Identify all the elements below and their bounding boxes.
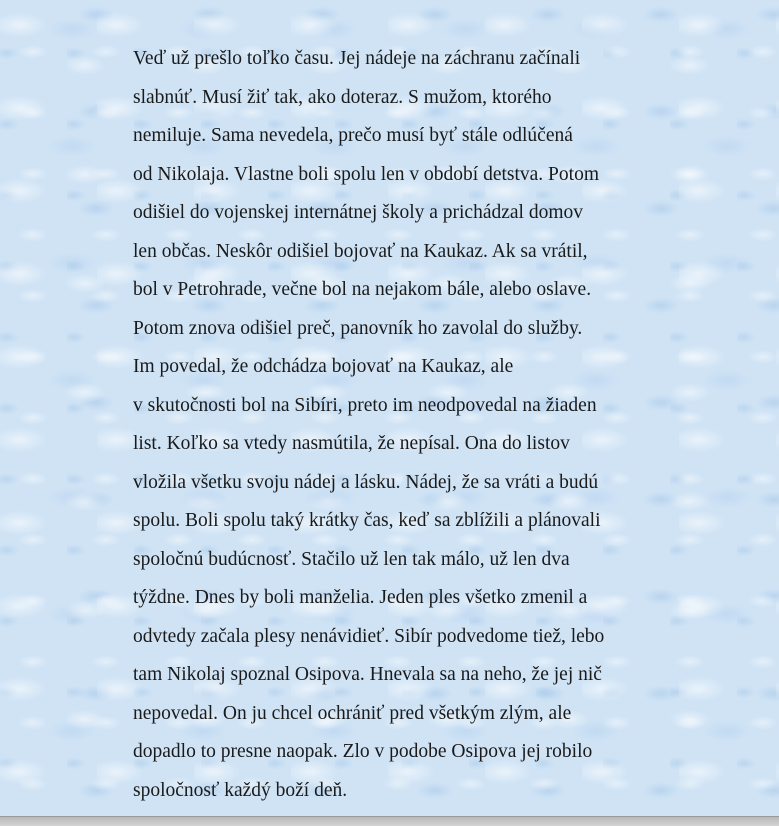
window-bottom-edge [0,816,779,826]
text-line: bol v Petrohrade, večne bol na nejakom bále, alebo oslave. [133,279,592,300]
text-line: spoločnú budúcnosť. Stačilo už len tak málo, už len dva [133,548,570,570]
text-line: len občas. Neskôr odišiel bojovať na Kaukaz. Ak sa vrátil, [133,240,588,262]
text-line: od Nikolaja. Vlastne boli spolu len v období detstva. Potom [133,163,599,185]
text-line: odišiel do vojenskej internátnej školy a prichádzal domov [133,202,584,223]
text-line: Im povedal, že odchádza bojovať na Kaukaz, ale [133,356,514,377]
text-line: tam Nikolaj spoznal Osipova. Hnevala sa na neho, že jej nič [133,664,602,685]
text-line: vložila všetku svoju nádej a lásku. Nádej, že sa vráti a budú [133,471,599,493]
text-line: nemiluje. Sama nevedela, prečo musí byť stále odlúčená [133,125,573,146]
text-line: list. Koľko sa vtedy nasmútila, že nepísal. Ona do listov [133,433,570,454]
text-line: týždne. Dnes by boli manželia. Jeden ples všetko zmenil a [133,587,588,608]
text-line: v skutočnosti bol na Sibíri, preto im neodpovedal na žiaden [133,394,597,416]
text-line: Veď už prešlo toľko času. Jej nádeje na záchranu začínali [133,48,581,69]
text-line: spolu. Boli spolu taký krátky čas, keď sa zblížili a plánovali [133,510,601,531]
text-line: dopadlo to presne naopak. Zlo v podobe Osipova jej robilo [133,741,593,762]
text-line: Potom znova odišiel preč, panovník ho zavolal do služby. [133,317,583,339]
text-line: nepovedal. On ju chcel ochrániť pred všetkým zlým, ale [133,702,572,724]
text-line: odvtedy začala plesy nenávidieť. Sibír podvedome tiež, lebo [133,625,605,647]
text-line: slabnúť. Musí žiť tak, ako doteraz. S mužom, ktorého [133,86,552,108]
story-paragraph [133,40,733,810]
text-line: spoločnosť každý boží deň. [133,779,348,801]
